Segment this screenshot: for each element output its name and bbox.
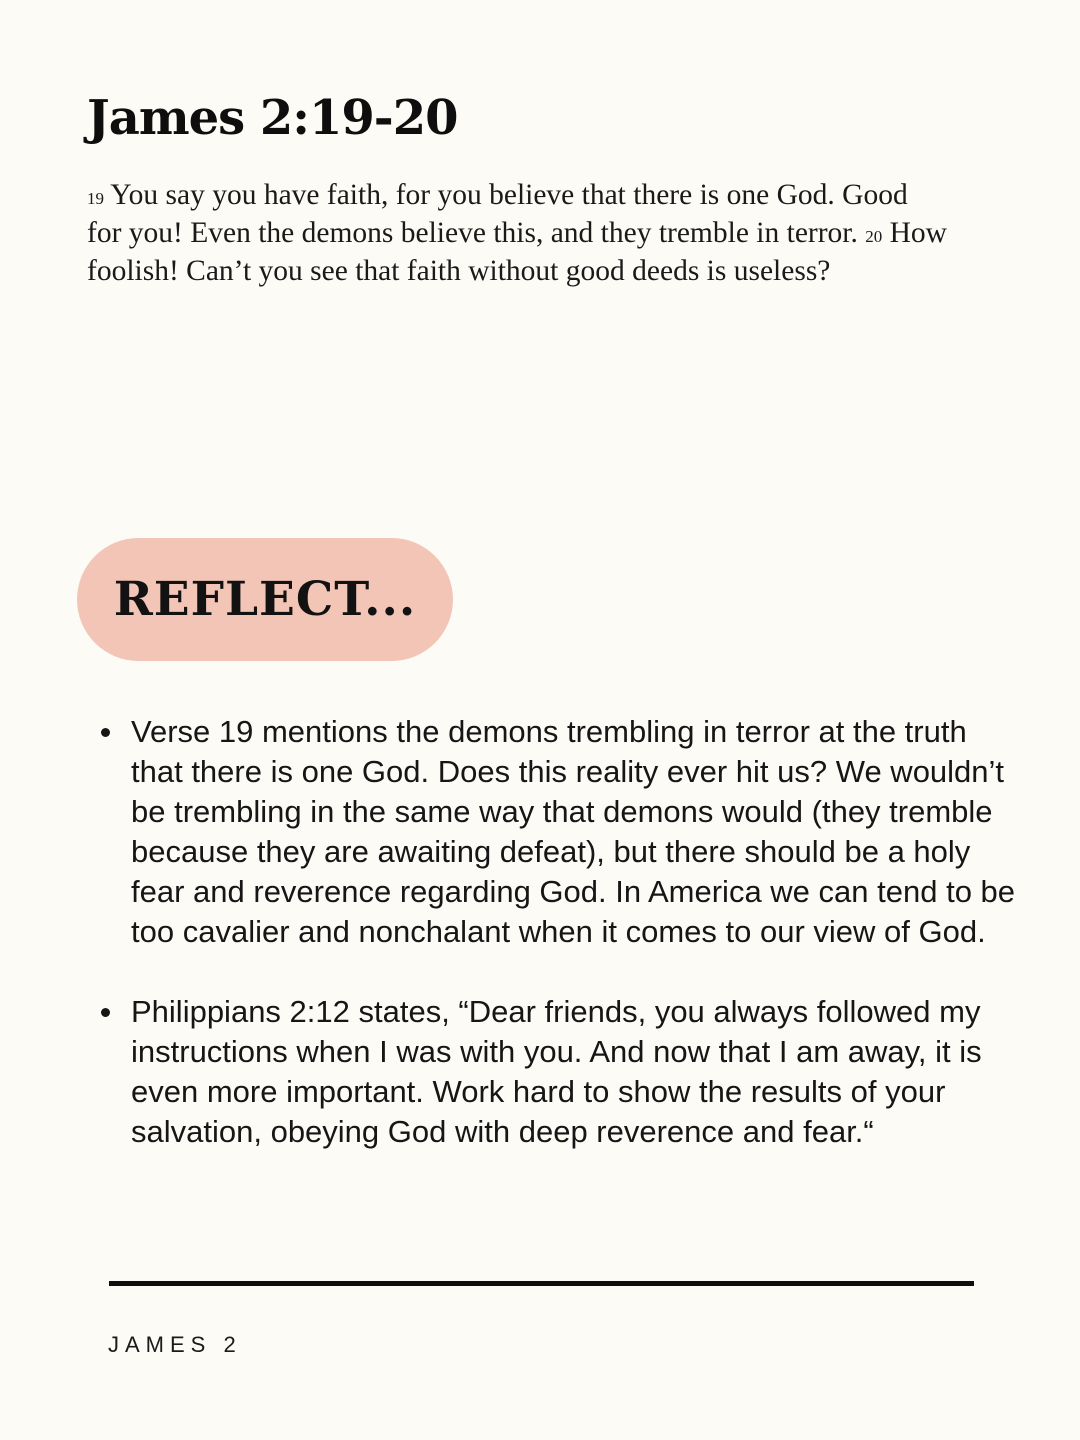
bullet-icon	[101, 728, 110, 737]
list-item	[0, 712, 1080, 952]
verse-number: 20	[865, 227, 883, 246]
divider	[109, 1281, 974, 1286]
reflection-list	[0, 712, 1080, 1152]
footer-label: JAMES 2	[108, 1332, 242, 1357]
verse-text: How foolish! Can’t you see that faith without good deeds is useless?	[87, 217, 947, 287]
reflect-badge	[77, 538, 453, 661]
scripture-passage	[87, 178, 947, 289]
list-item	[0, 992, 1080, 1152]
page-title: James 2:19-20	[87, 90, 458, 146]
list-item-text: Verse 19 mentions the demons trembling in terror at the truth that there is one God. Does this reality ever hit us? We wouldn’t be trembling in the same way that demons would (they tremble because they are awaiting defeat), but there should be a holy fear and reverence regarding God. In America we can tend to be too cavalier and nonchalant when it comes to our view of God.	[131, 714, 1016, 949]
verse-number: 19	[87, 189, 104, 208]
bullet-icon	[101, 1008, 110, 1017]
list-item-text: Philippians 2:12 states, “Dear friends, you always followed my instructions when I was with you. And now that I am away, it is even more important. Work hard to show the results of your salvation, obeying God with deep reverence and fear.“	[131, 994, 982, 1149]
reflect-label: REFLECT...	[113, 572, 417, 627]
verse-text: You say you have faith, for you believe that there is one God. Good for you! Even the demons believe this, and they tremble in terror.	[87, 179, 908, 249]
